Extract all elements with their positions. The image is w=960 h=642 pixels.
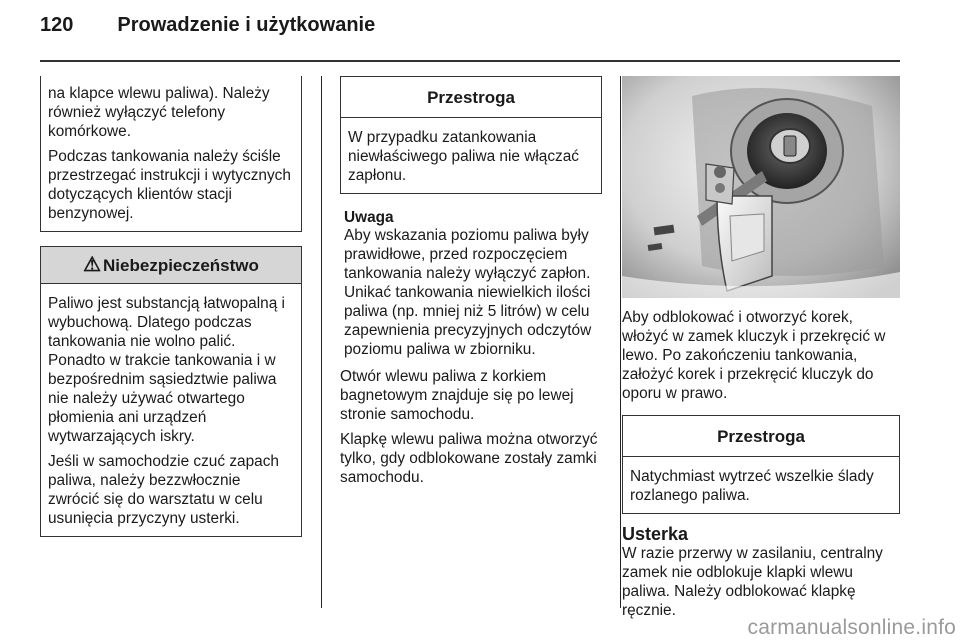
paragraph: Klapkę wlewu paliwa można otworzyć tylko, gdy odblokowane zostały zamki samochodu. (340, 431, 598, 486)
column-2 (340, 76, 602, 493)
caution-box-title: Przestroga (623, 416, 899, 457)
danger-box-body (41, 284, 301, 536)
column-divider-2 (620, 76, 621, 608)
column-1 (40, 76, 302, 537)
note-body: Aby wskazania poziomu paliwa były prawidłowe, przed rozpoczęciem tankowania należy wyłączyć zapłon. Unikać tankowania niewielkich ilości paliwa (np. mniej niż 5 litrów) w celu zapewnienia precyzyjnych odczytów poziomu paliwa w zbiorniku. (344, 227, 592, 358)
column-divider-1 (321, 76, 322, 608)
danger-box-header (41, 247, 301, 284)
caution-box (622, 415, 900, 514)
paragraph: Podczas tankowania należy ściśle przestrzegać instrukcji i wytycznych dotyczących klientów stacji benzynowej. (48, 148, 291, 222)
fuel-filler-flap-illustration (622, 76, 900, 298)
paragraph: Jeśli w samochodzie czuć zapach paliwa, należy bezzwłocznie zwrócić się do warsztatu w celu usunięcia przyczyny usterki. (48, 453, 279, 527)
warning-triangle-icon: ⚠ (83, 253, 102, 276)
danger-box-title: Niebezpieczeństwo (103, 255, 259, 275)
paragraph: na klapce wlewu paliwa). Należy również wyłączyć telefony komórkowe. (48, 85, 270, 140)
paragraph: Paliwo jest substancją łatwopalną i wybuchową. Dlatego podczas tankowania nie wolno palić. Ponadto w trakcie tankowania i w bezpośrednim sąsiedztwie paliwa nie należy używać otwartego płomienia ani urządzeń wytwarzających iskry. (48, 295, 285, 445)
column-3 (622, 76, 900, 626)
danger-box (40, 246, 302, 537)
caution-box-title: Przestroga (341, 77, 601, 118)
page-number: 120 (40, 14, 74, 36)
page-header (40, 14, 375, 48)
page-title: Prowadzenie i użytkowanie (117, 14, 376, 36)
note-title: Uwaga (344, 209, 394, 226)
header-rule (40, 60, 900, 62)
caution-box (340, 76, 602, 194)
caution-box-body: W przypadku zatankowania niewłaściwego paliwa nie włączać zapłonu. (348, 129, 579, 184)
watermark: carmanualsonline.info (747, 616, 956, 639)
section-title: Usterka (622, 524, 689, 544)
paragraph: Aby odblokować i otworzyć korek, włożyć w zamek kluczyk i przekręcić w lewo. Po zakończeniu tankowania, założyć korek i przekręcić kluczyk do oporu w prawo. (622, 309, 886, 402)
note-block (340, 210, 602, 359)
paragraph: W razie przerwy w zasilaniu, centralny zamek nie odblokuje klapki wlewu paliwa. Należy odblokować klapkę ręcznie. (622, 545, 883, 619)
caution-box-body: Natychmiast wytrzeć wszelkie ślady rozlanego paliwa. (630, 468, 874, 504)
paragraph: Otwór wlewu paliwa z korkiem bagnetowym znajduje się po lewej stronie samochodu. (340, 368, 574, 423)
continued-text-box (40, 76, 302, 232)
